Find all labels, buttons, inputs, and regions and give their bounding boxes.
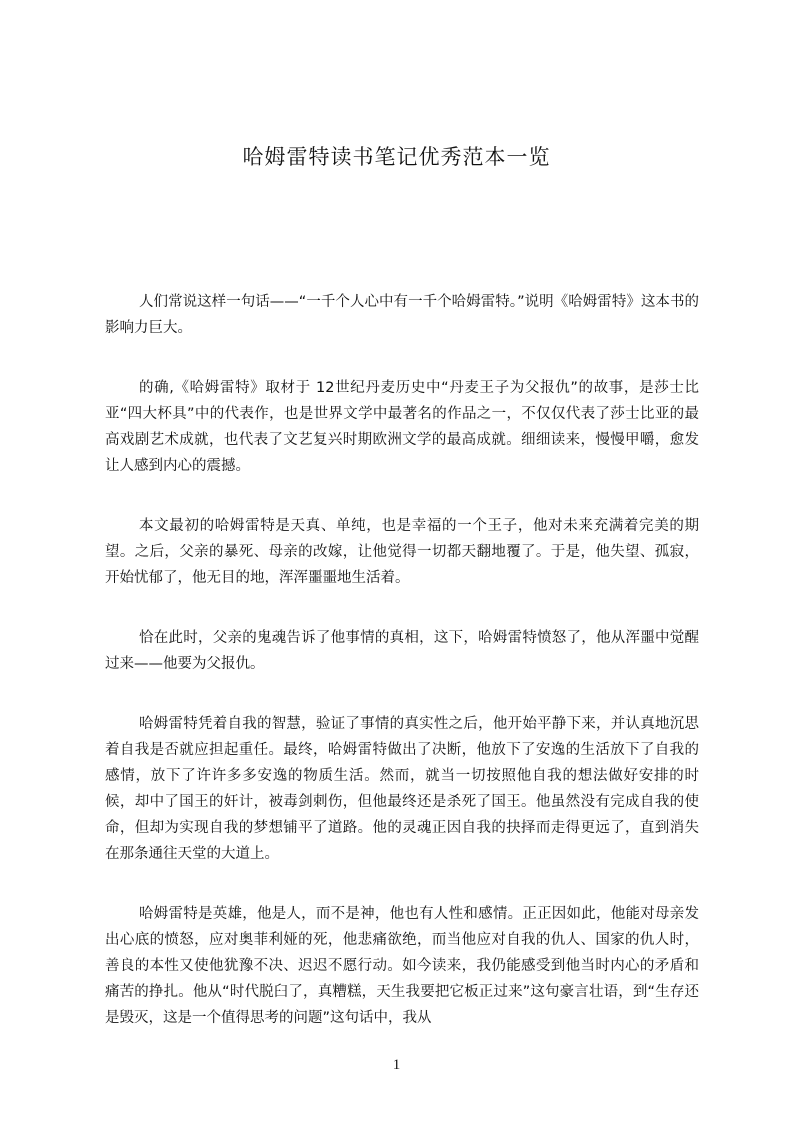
document-title: 哈姆雷特读书笔记优秀范本一览 [242,145,551,169]
paragraph-6: 哈姆雷特是英雄，他是人，而不是神，他也有人性和感情。正正因如此，他能对母亲发出心底的愤怒，应对奥菲利娅的死，他悲痛欲绝，而当他应对自我的仇人、国家的仇人时，善良的本性又使他犹豫不决、迟迟不愿行动。如今读来，我仍能感受到他当时内心的矛盾和痛苦的挣扎。他从“时代脱臼了，真糟糕，天生我要把它板正过来”这句豪言壮语，到“生存还是毁灭，这是一个值得思考的问题”这句话中，我从 [105,906,699,1026]
paragraph-4: 恰在此时，父亲的鬼魂告诉了他事情的真相，这下，哈姆雷特愤怒了，他从浑噩中觉醒过来——他要为父报仇。 [105,630,699,672]
paragraph-2: 的确,《哈姆雷特》取材于 12世纪丹麦历史中“丹麦王子为父报仇”的故事，是莎士比亚“四大杯具”中的代表作，也是世界文学中最著名的作品之一，不仅仅代表了莎士比亚的最高戏剧艺术成就，也代表了文艺复兴时期欧洲文学的最高成就。细细读来，慢慢甲嚼，愈发让人感到内心的震撼。 [105,380,699,474]
paragraph-3: 本文最初的哈姆雷特是天真、单纯，也是幸福的一个王子，他对未来充满着完美的期望。之后，父亲的暴死、母亲的改嫁，让他觉得一切都天翻地覆了。于是，他失望、孤寂，开始忧郁了，他无目的地，浑浑噩噩地生活着。 [105,518,699,586]
document-body [105,289,699,1065]
page-number: 1 [392,1057,401,1073]
paragraph-5: 哈姆雷特凭着自我的智慧，验证了事情的真实性之后，他开始平静下来，并认真地沉思着自我是否就应担起重任。最终，哈姆雷特做出了决断，他放下了安逸的生活放下了自我的感情，放下了许许多多安逸的物质生活。然而，就当一切按照他自我的想法做好安排的时候，却中了国王的奸计，被毒剑刺伤，但他最终还是杀死了国王。他虽然没有完成自我的使命，但却为实现自我的梦想铺平了道路。他的灵魂正因自我的抉择而走得更远了，直到消失在那条通往天堂的大道上。 [105,716,699,862]
paragraph-1: 人们常说这样一句话——“一千个人心中有一千个哈姆雷特。”说明《哈姆雷特》这本书的影响力巨大。 [105,294,699,336]
